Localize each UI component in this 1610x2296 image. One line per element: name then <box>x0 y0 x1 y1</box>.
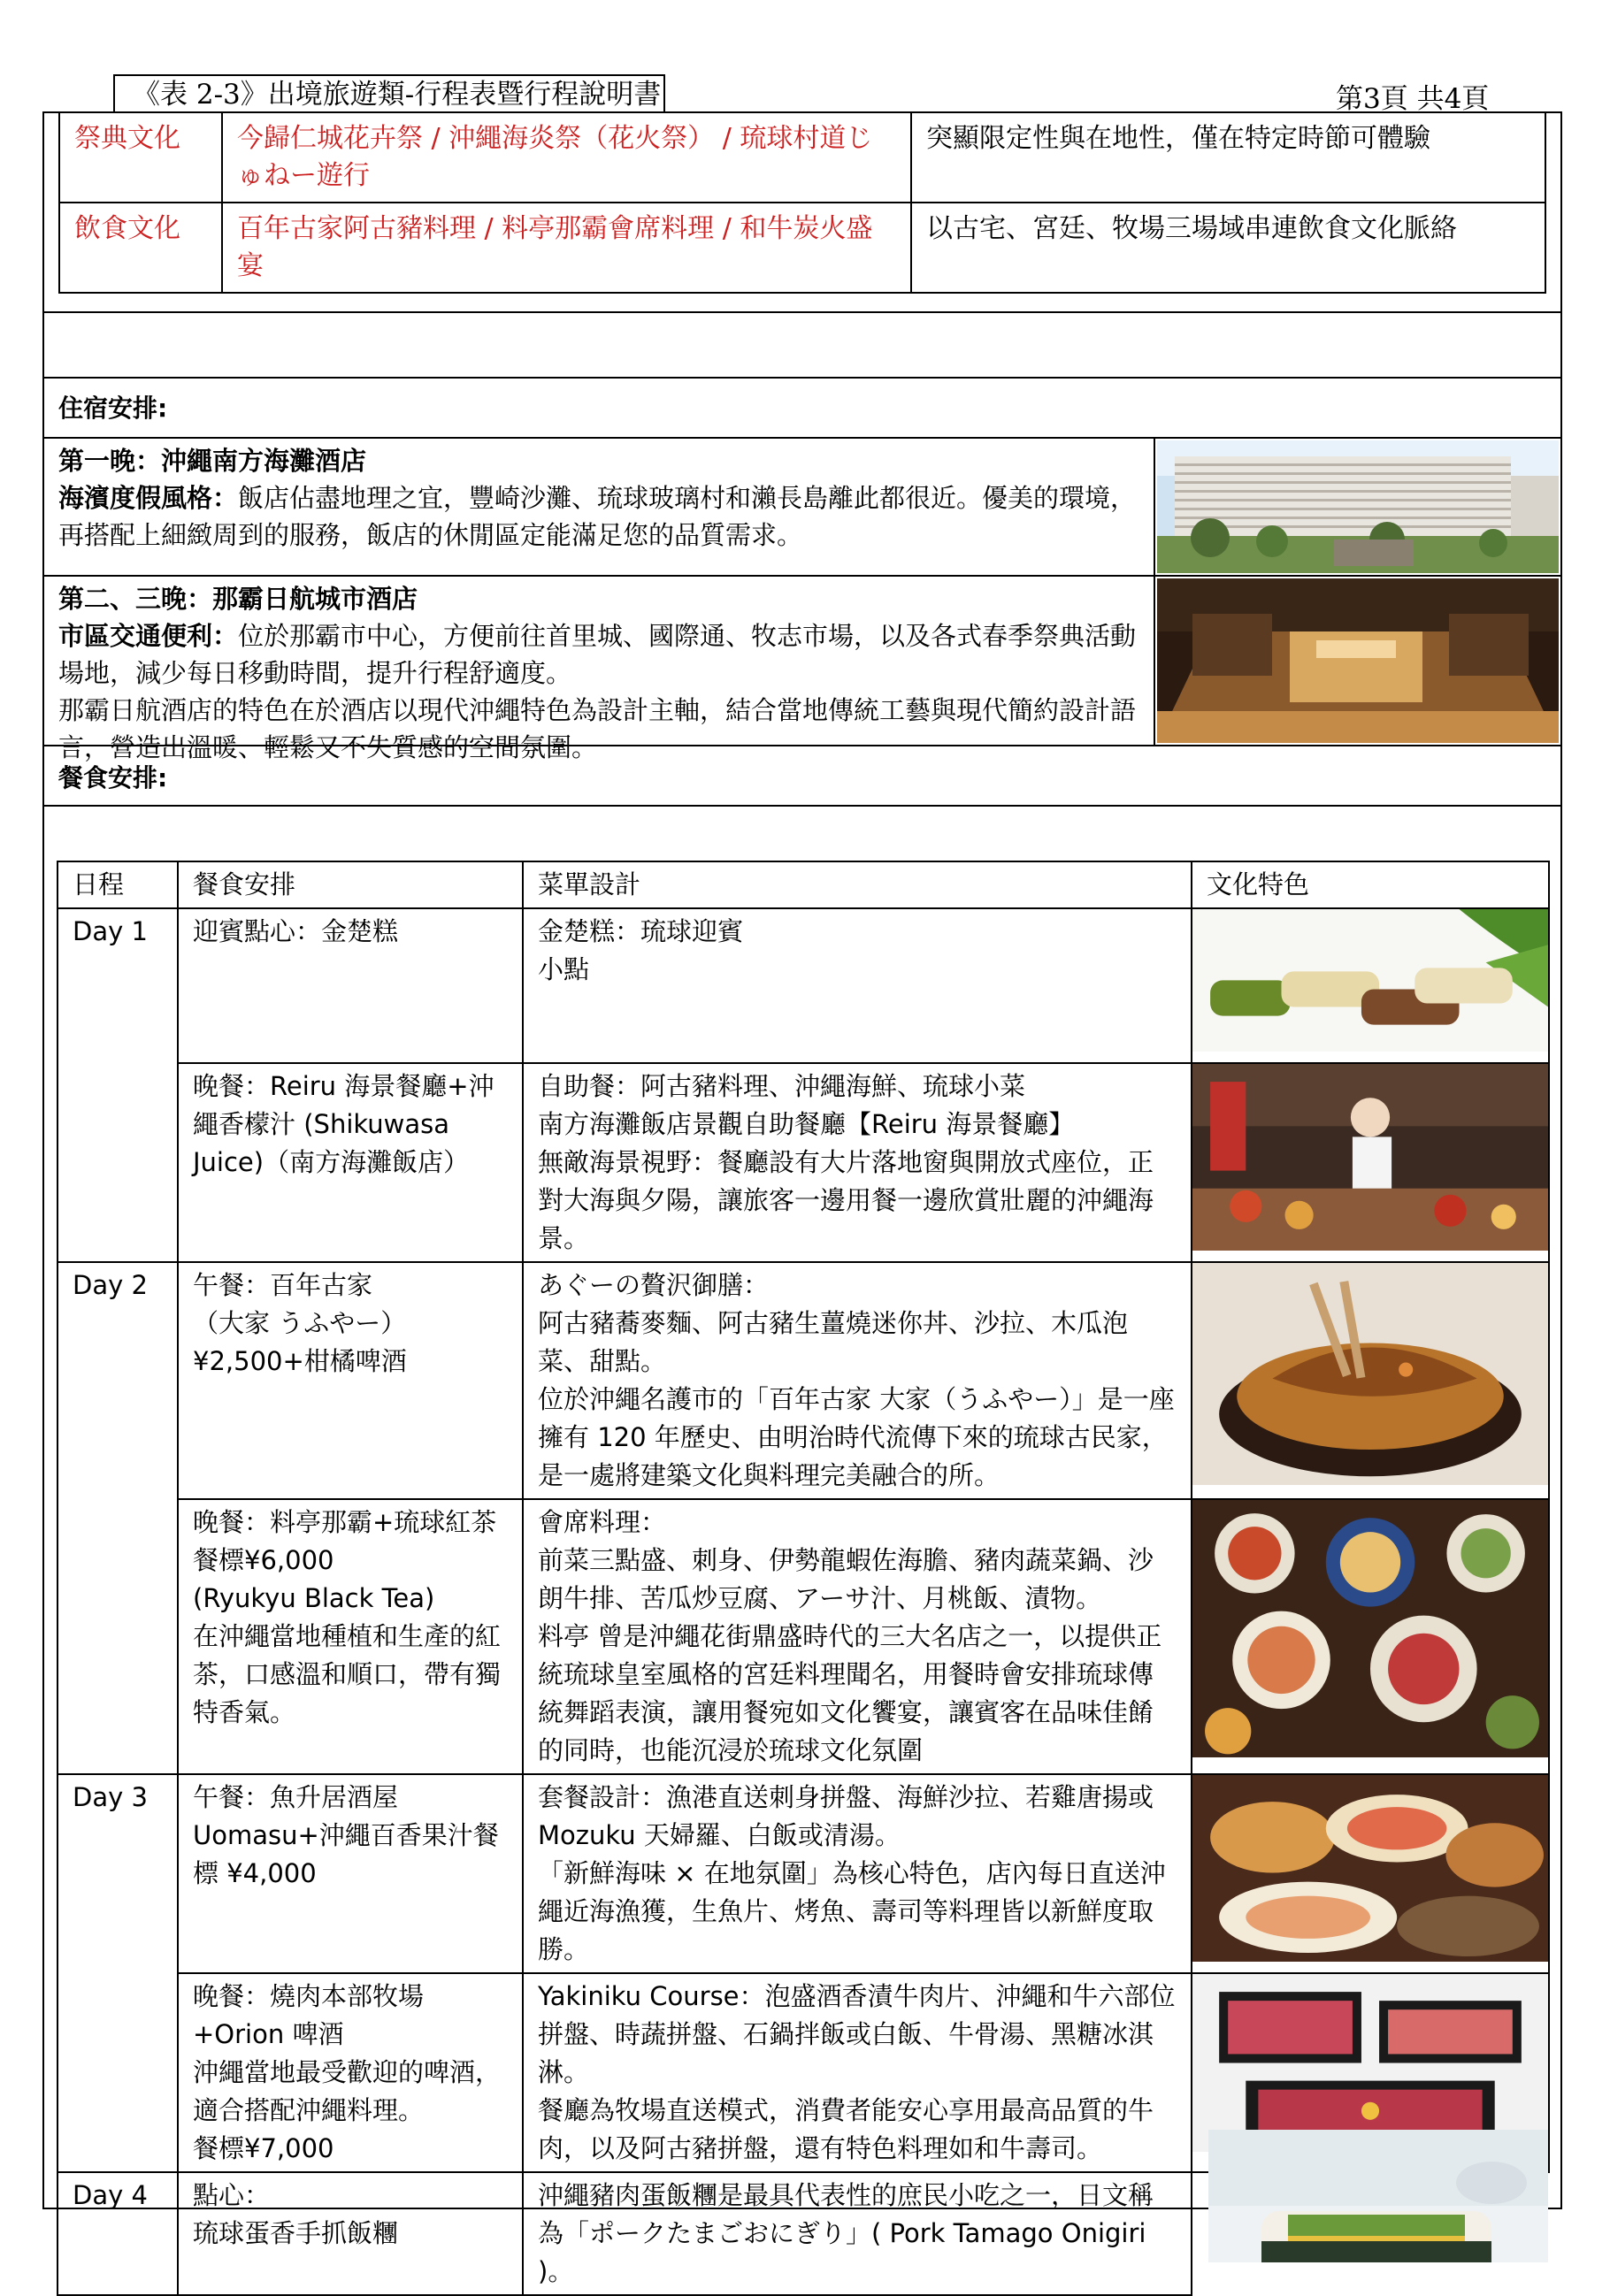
night23-title: 第二、三晚：那霸日航城市酒店 <box>58 584 418 614</box>
meal-cell: 午餐：魚升居酒屋 Uomasu+沖繩百香果汁餐標 ¥4,000 <box>178 1774 523 1973</box>
meal-cell: 晚餐：料亭那霸+琉球紅茶餐標¥6,000 (Ryukyu Black Tea) 在沖繩當地種植和生產的紅茶，口感溫和順口，帶有獨特香氣。 <box>178 1499 523 1774</box>
meal-cell: 點心： 琉球蛋香手抓飯糰 <box>178 2172 523 2295</box>
page-title: 《表 2-3》出境旅遊類-行程表暨行程說明書 <box>113 74 665 111</box>
meals-table <box>57 861 1550 2296</box>
night1-text: 飯店佔盡地理之宜，豐崎沙灘、琉球玻璃村和瀨長島離此都很近。優美的環境，再搭配上細緻周到的服務，飯店的休閒區定能滿足您的品質需求。 <box>58 483 1137 550</box>
culture-category: 飲食文化 <box>59 203 222 293</box>
night23-text: 位於那霸市中心，方便前往首里城、國際通、牧志市場，以及各式春季祭典活動場地，減少每日移動時間，提升行程舒適度。 <box>58 621 1137 688</box>
divider <box>42 437 1562 439</box>
table-row <box>58 908 1549 1063</box>
column-header: 菜單設計 <box>523 861 1192 908</box>
hotel1-photo <box>1157 440 1559 573</box>
table-row <box>58 1774 1549 1973</box>
night1-title: 第一晚：沖繩南方海灘酒店 <box>58 446 367 476</box>
table-header-row <box>58 861 1549 908</box>
culture-items: 今歸仁城花卉祭 / 沖繩海炎祭（花火祭） / 琉球村道じゅねー遊行 <box>222 112 911 203</box>
column-header: 餐食安排 <box>178 861 523 908</box>
culture-photo-cell <box>1192 1499 1549 1774</box>
culture-photo-cell <box>1192 1063 1549 1262</box>
night23-text2: 那霸日航酒店的特色在於酒店以現代沖繩特色為設計主軸，結合當地傳統工藝與現代簡約設計語言，營造出溫暖、輕鬆又不失質感的空間氛圍。 <box>58 695 1137 762</box>
night1-block <box>58 442 1138 554</box>
column-header: 日程 <box>58 861 178 908</box>
culture-photo-cell <box>1192 908 1549 1063</box>
day-cell: Day 4 <box>58 2172 178 2295</box>
day-cell: Day 1 <box>58 908 178 1262</box>
menu-cell: あぐーの贅沢御膳： 阿古豬蕎麥麵、阿古豬生薑燒迷你丼、沙拉、木瓜泡菜、甜點。 位於沖繩名護市的「百年古家 大家（うふやー）」是一座擁有 120 年歷史、由明治時代流傳下來的琉球古民家，是一處將建築文化與料理完美融合的所。 <box>523 1262 1192 1499</box>
table-row <box>59 112 1545 203</box>
table-row <box>58 1499 1549 1774</box>
culture-note: 以古宅、宮廷、牧場三場域串連飲食文化脈絡 <box>911 203 1545 293</box>
night23-label: 市區交通便利： <box>58 621 239 651</box>
lodging-heading: 住宿安排: <box>58 394 168 423</box>
divider <box>42 805 1562 807</box>
table-row <box>59 203 1545 293</box>
column-header: 文化特色 <box>1192 861 1549 908</box>
meal-cell: 迎賓點心：金楚糕 <box>178 908 523 1063</box>
culture-note: 突顯限定性與在地性，僅在特定時節可體驗 <box>911 112 1545 203</box>
divider <box>42 311 1562 313</box>
table-row <box>58 1063 1549 1262</box>
night1-label: 海濱度假風格： <box>58 483 239 513</box>
wagyu-platter-photo <box>1192 1974 1548 2152</box>
culture-category: 祭典文化 <box>59 112 222 203</box>
menu-cell: 沖繩豬肉蛋飯糰是最具代表性的庶民小吃之一，日文稱為「ポークたまごおにぎり」( Pork Tamago Onigiri )。 <box>523 2172 1192 2295</box>
pork-tamago-onigiri-photo <box>1208 2130 1548 2262</box>
table-row <box>58 1262 1549 1499</box>
menu-cell: Yakiniku Course：泡盛酒香漬牛肉片、沖繩和牛六部位拼盤、時蔬拼盤、石鍋拌飯或白飯、牛骨湯、黑糖冰淇淋。 餐廳為牧場直送模式，消費者能安心享用最高品質的牛肉，以及阿古豬拼盤，還有特色料理如和牛壽司。 <box>523 1973 1192 2172</box>
meals-heading: 餐食安排: <box>58 763 168 792</box>
buffet-chef-photo <box>1192 1064 1548 1251</box>
izakaya-seafood-photo <box>1192 1775 1548 1962</box>
divider <box>42 377 1562 379</box>
divider <box>42 575 1562 577</box>
culture-photo-cell <box>1192 1262 1549 1499</box>
culture-items: 百年古家阿古豬料理 / 料亭那霸會席料理 / 和牛炭火盛宴 <box>222 203 911 293</box>
divider <box>1154 437 1155 745</box>
meal-cell: 晚餐：Reiru 海景餐廳+沖繩香檬汁 (Shikuwasa Juice)（南方海灘飯店） <box>178 1063 523 1262</box>
day-cell: Day 2 <box>58 1262 178 1774</box>
culture-photo-cell <box>1192 1774 1549 1973</box>
menu-cell: 自助餐：阿古豬料理、沖繩海鮮、琉球小菜 南方海灘飯店景觀自助餐廳【Reiru 海景餐廳】 無敵海景視野：餐廳設有大片落地窗與開放式座位，正對大海與夕陽，讓旅客一邊用餐一邊欣賞壯麗的沖繩海景。 <box>523 1063 1192 1262</box>
day-cell: Day 3 <box>58 1774 178 2172</box>
culture-table <box>58 111 1546 294</box>
agu-pork-bowl-photo <box>1192 1263 1548 1485</box>
menu-cell: 套餐設計：漁港直送刺身拼盤、海鮮沙拉、若雞唐揚或 Mozuku 天婦羅、白飯或清湯。 「新鮮海味 × 在地氛圍」為核心特色，店內每日直送沖繩近海漁獲，生魚片、烤魚、壽司等料理皆以新鮮度取勝。 <box>523 1774 1192 1973</box>
hotel2-photo <box>1157 578 1559 743</box>
meal-cell: 午餐：百年古家 （大家 うふやー） ¥2,500+柑橘啤酒 <box>178 1262 523 1499</box>
meal-cell: 晚餐：燒肉本部牧場 +Orion 啤酒 沖繩當地最受歡迎的啤酒，適合搭配沖繩料理。 餐標¥7,000 <box>178 1973 523 2172</box>
page-number: 第3頁 共4頁 <box>1336 83 1490 115</box>
night23-block <box>58 580 1146 766</box>
menu-cell: 會席料理： 前菜三點盛、刺身、伊勢龍蝦佐海膽、豬肉蔬菜鍋、沙朗牛排、苦瓜炒豆腐、アーサ汁、月桃飯、漬物。 料亭 曾是沖繩花街鼎盛時代的三大名店之一，以提供正統琉球皇室風格的宮廷料理聞名，用餐時會安排琉球傳統舞蹈表演，讓用餐宛如文化饗宴，讓賓客在品味佳餚的同時，也能沉浸於琉球文化氛圍 <box>523 1499 1192 1774</box>
menu-cell: 金楚糕：琉球迎賓 小點 <box>523 908 1192 1063</box>
kaiseki-spread-photo <box>1192 1500 1548 1757</box>
chinsuko-pastries-photo <box>1192 909 1548 1052</box>
